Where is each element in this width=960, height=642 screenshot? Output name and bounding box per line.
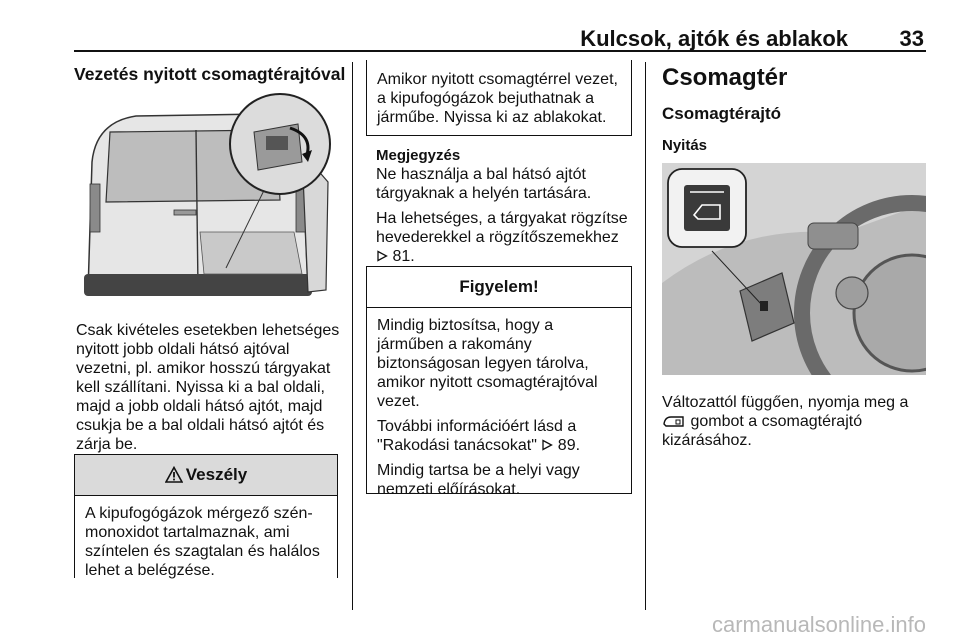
note-text-ref: [376, 209, 636, 266]
warning-triangle-icon: [165, 466, 183, 484]
column-separator: [645, 62, 646, 610]
page-number: 33: [899, 26, 924, 51]
note-text: Ne használja a bal hátsó ajtót tárgyaknak a helyén tartására.: [376, 166, 592, 202]
tailgate-instructions: [662, 393, 928, 450]
attention-box-title: Figyelem!: [459, 277, 539, 296]
van-rear-illustration-svg: [76, 92, 338, 304]
instruction-suffix: gombot a csomagtérajtó kizárásához.: [662, 413, 863, 449]
continued-warning-box: [366, 60, 632, 136]
tailgate-instructions-text: [662, 393, 928, 450]
dashboard-button-illustration: [662, 163, 926, 375]
page-reference-triangle-icon: [541, 439, 553, 451]
watermark: carmanualsonline.info: [711, 612, 926, 637]
attention-page-ref[interactable]: 89.: [557, 437, 581, 454]
section-heading: Csomagtérajtó: [662, 104, 782, 123]
dashboard-illustration-svg: [662, 163, 926, 375]
van-rear-door-illustration: [76, 92, 338, 304]
continued-warning-text: Amikor nyitott csomagtérrel vezet, a kipufogógázok bejuthatnak a járműbe. Nyissa ki az ablakokat.: [377, 71, 618, 126]
danger-box-header: [75, 455, 337, 496]
note-block: [376, 147, 636, 266]
danger-box-body: [75, 496, 337, 580]
column-separator: [352, 62, 353, 610]
chapter-heading: Csomagtér: [662, 64, 788, 91]
danger-box-text: A kipufogógázok mérgező szén-monoxidot tartalmaznak, ami színtelen és szagtalan és halálos lehet a belégzése.: [85, 505, 320, 579]
tailgate-unlock-icon: [662, 414, 686, 428]
attention-ref-prefix: További információért lásd a "Rakodási tanácsokat": [377, 418, 577, 454]
subsection-heading: Nyitás: [662, 137, 708, 154]
body-paragraph: Csak kivételes esetekben lehetséges nyitott jobb oldali hátsó ajtóval vezetni, pl. amikor hosszú tárgyakat kell szállítani. Nyissa ki a bal oldali, majd a jobb oldali hátsó ajtót, majd csukja be a bal oldali hátsó ajtót és zárja be.: [76, 322, 340, 453]
header-title: Kulcsok, ajtók és ablakok: [580, 26, 848, 51]
attention-box-header: [367, 267, 631, 308]
header-rule: [74, 50, 926, 52]
instruction-prefix: Változattól függően, nyomja meg a: [662, 394, 909, 411]
danger-box: [74, 454, 338, 578]
danger-box-title: Veszély: [185, 465, 248, 484]
attention-box: [366, 266, 632, 498]
attention-text-ref: [377, 417, 621, 455]
attention-box-body: [367, 308, 631, 499]
note-page-ref[interactable]: 81.: [392, 248, 415, 265]
note-ref-prefix: Ha lehetséges, a tárgyakat rögzítse hevederekkel a rögzítőszemekhez: [376, 210, 628, 246]
page-reference-triangle-icon: [376, 250, 388, 262]
note-heading: Megjegyzés: [376, 147, 461, 164]
attention-text: Mindig biztosítsa, hogy a járműben a rakomány biztonságosan legyen tárolva, amikor nyitott csomagtérajtóval vezet.: [377, 317, 598, 410]
intro-paragraph-block: [76, 321, 342, 454]
attention-text: Mindig tartsa be a helyi vagy nemzeti előírásokat.: [377, 462, 580, 498]
section-heading: Vezetés nyitott csomagtérajtóval: [74, 64, 346, 84]
